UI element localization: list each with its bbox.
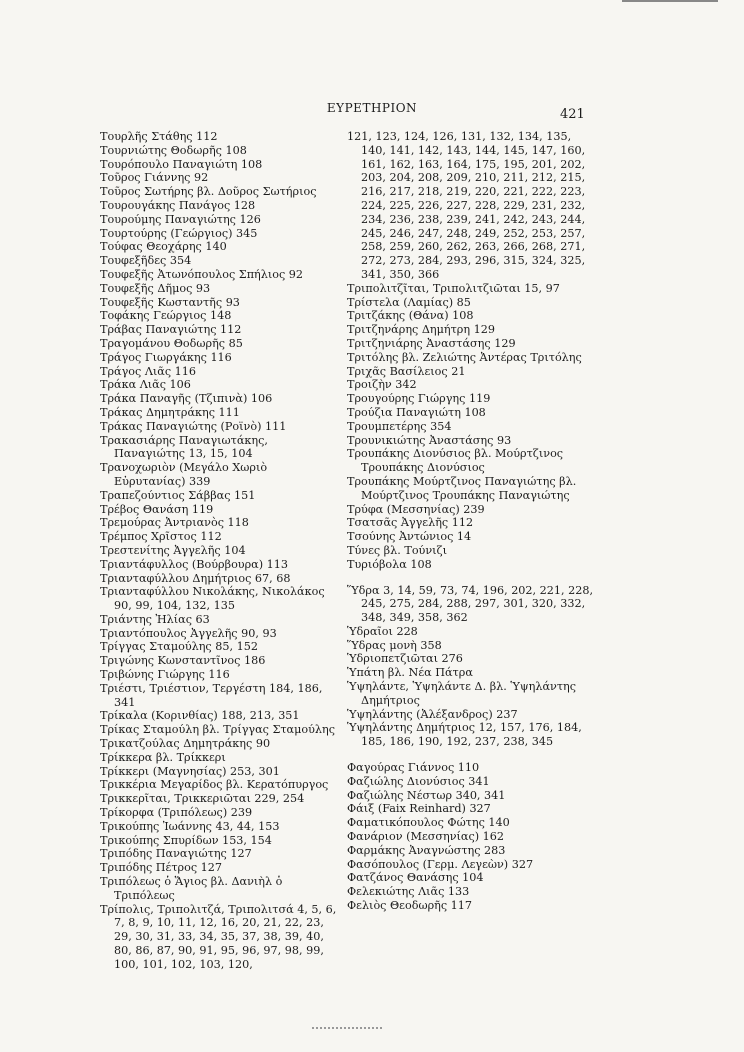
index-entry: Τριπόδης Παναγιώτης 127: [100, 847, 252, 861]
index-entry: Τριτόλης βλ. Ζελιώτης Ἀντέρας Τριτόλης: [347, 350, 582, 364]
index-entry: Τράκας Δημητράκης 111: [100, 405, 240, 419]
index-entry: Τριπόδης Πέτρος 127: [100, 861, 223, 875]
index-entry: Τράγος Γιωργάκης 116: [100, 350, 232, 364]
index-entry: Τριπόλεως ὁ Ἅγιος βλ. Δανιὴλ ὁ Τριπόλεως: [100, 875, 283, 902]
section-gap: [347, 749, 597, 761]
index-entry: Ὑψηλάντης Δημήτριος 12, 157, 176, 184, 185, 186, 190, 192, 237, 238, 345: [347, 721, 582, 749]
index-entry: Φάιξ (Faix Reinhard) 327: [347, 802, 491, 816]
index-entry: Φελιὸς Θεοδωρῆς 117: [347, 899, 473, 913]
index-entry: Τρουμπετέρης 354: [347, 419, 452, 433]
index-column-right: [347, 130, 597, 913]
index-entry: Τοῦρος Σωτήρης βλ. Δοῦρος Σωτήριος: [100, 185, 317, 199]
index-entry: Τουρόπουλο Παναγιώτη 108: [100, 157, 263, 171]
index-entry: Φαζιώλης Διονύσιος 341: [347, 774, 490, 788]
index-entry: Τριανταφύλλου Δημήτριος 67, 68: [100, 571, 291, 585]
index-entry: Τουρούμης Παναγιώτης 126: [100, 212, 261, 226]
index-entry: Τρικατζούλας Δημητράκης 90: [100, 737, 271, 751]
index-entry: Τριανταφύλλου Νικολάκης, Νικολάκος 90, 99, 104, 132, 135: [100, 585, 325, 613]
page-title: ΕΥΡΕΤΗΡΙΟΝ: [326, 101, 418, 115]
index-entry: Τυριόβολα 108: [347, 557, 432, 571]
index-entry: Τράκα Λιᾶς 106: [100, 378, 191, 392]
index-entry: Τρίκορφα (Τριπόλεως) 239: [100, 806, 253, 820]
index-entry: Τράβας Παναγιώτης 112: [100, 323, 242, 337]
index-entry: Τοφάκης Γεώργιος 148: [100, 309, 232, 323]
index-entry: Φασόπουλος (Γερμ. Λεγεὼν) 327: [347, 857, 534, 871]
scan-edge-mark: [622, 0, 718, 6]
index-entry: Τροιζὴν 342: [347, 378, 417, 392]
index-entry: Ὑψηλάντε, Ὑψηλάντε Δ. βλ. Ὑψηλάντης Δημήτριος: [347, 680, 576, 707]
index-entry: Φαζιώλης Νέστωρ 340, 341: [347, 788, 506, 802]
index-entry: Τούφας Θεοχάρης 140: [100, 240, 227, 254]
index-entry: Τουφεξῆς Ἀτωνόπουλος Σπήλιος 92: [100, 267, 304, 281]
index-entry: Τριτζάκης (Θάνα) 108: [347, 309, 474, 323]
index-entry: Τρέμπος Χρῖστος 112: [100, 530, 222, 544]
index-column-left: [100, 130, 338, 972]
index-entry: Τουρνιώτης Θοδωρῆς 108: [100, 143, 247, 157]
index-entry: Τρουπάκης Μούρτζινος Παναγιώτης βλ. Μούρτζινος Τρουπάκης Παναγιώτης: [347, 474, 577, 502]
index-entry: Τρίκκερα βλ. Τρίκκερι: [100, 750, 226, 764]
index-entry: Τριέστι, Τριέστιον, Τεργέστη 184, 186, 341: [100, 681, 323, 709]
index-entry: Τουρουγάκης Πανάγος 128: [100, 198, 256, 212]
section-gap: [347, 572, 597, 584]
index-entry: Τρίκαλα (Κορινθίας) 188, 213, 351: [100, 709, 300, 723]
index-entry: Τρίπολις, Τριπολιτζά, Τριπολιτσά 4, 5, 6, 7, 8, 9, 10, 11, 12, 16, 20, 21, 22, 23, 29, 30, 31, 33, 34, 35, 37, 38, 39, 40, 80, 86, 87, 90, 91, 95, 96, 97, 98, 99, 100, 101, 102, 103, 120,: [100, 902, 337, 971]
scan-bottom-mark: [312, 1027, 382, 1031]
index-entry: Τραγομάνου Θοδωρῆς 85: [100, 336, 243, 350]
index-entry: Τριτζηνιάρης Ἀναστάσης 129: [347, 336, 516, 350]
index-entry: Τοῦρος Γιάννης 92: [100, 171, 209, 185]
index-entry: Ὕδρας μονὴ 358: [347, 638, 442, 652]
index-entry: Ὑδραῖοι 228: [347, 624, 418, 638]
index-entry: Φαματικόπουλος Φώτης 140: [347, 816, 510, 830]
index-entry: Τρεστενίτης Ἀγγελῆς 104: [100, 543, 246, 557]
index-entry: Τρουνικιώτης Ἀναστάσης 93: [347, 433, 512, 447]
index-entry: Τριβώνης Γιώργης 116: [100, 668, 230, 682]
index-entry: Φανάριον (Μεσσηνίας) 162: [347, 830, 505, 844]
index-entry: Τουφεξῆς Δῆμος 93: [100, 281, 211, 295]
index-entry: Τρεμούρας Ἀντριανὸς 118: [100, 516, 249, 530]
index-entry: Τύνες βλ. Τούνιζι: [347, 543, 447, 557]
index-entry: Τρύφα (Μεσσηνίας) 239: [347, 502, 485, 516]
index-entry: Τρακασιάρης Παναγιωτάκης, Παναγιώτης 13, 15, 104: [100, 433, 268, 461]
index-entry: Φατζάνος Θανάσης 104: [347, 871, 484, 885]
index-entry: Τριαντάφυλλος (Βούρβουρα) 113: [100, 557, 289, 571]
index-entry: Τουφεξῆς Κωσταντῆς 93: [100, 295, 240, 309]
index-entry: Τριγώνης Κωνσταντῖνος 186: [100, 654, 266, 668]
index-entry: Τρίστελα (Λαμίας) 85: [347, 295, 471, 309]
page-number: 421: [560, 107, 585, 122]
index-entry: Φαγούρας Γιάννος 110: [347, 761, 480, 775]
index-entry: Τρικκέρια Μεγαρίδος βλ. Κερατόπυργος: [100, 778, 329, 792]
index-entry: Τουρτούρης (Γεώργιος) 345: [100, 226, 258, 240]
index-entry: Τουρλῆς Στάθης 112: [100, 130, 218, 143]
index-entry: Τουφεξῆδες 354: [100, 254, 192, 268]
index-entry: Ὑψηλάντης (Ἀλέξανδρος) 237: [347, 707, 518, 721]
index-entry: Ὕδρα 3, 14, 59, 73, 74, 196, 202, 221, 228, 245, 275, 284, 288, 297, 301, 320, 332, 348, 349, 358, 362: [347, 583, 594, 625]
index-entry: Φελεκιώτης Λιᾶς 133: [347, 885, 470, 899]
index-entry: Τριαντόπουλος Ἀγγελῆς 90, 93: [100, 626, 277, 640]
index-entry: Τρίκας Σταμούλη βλ. Τρίγγας Σταμούλης: [100, 723, 335, 737]
index-entry: Τράκας Παναγιώτης (Ροϊνὸ) 111: [100, 419, 287, 433]
index-entry: Τρανοχωριὸν (Μεγάλο Χωριὸ Εὐρυτανίας) 339: [100, 461, 268, 488]
index-entry: Τσατσᾶς Ἀγγελῆς 112: [347, 516, 474, 530]
index-entry: Ὑδριοπετζιῶται 276: [347, 652, 463, 666]
index-entry: Τράγος Λιᾶς 116: [100, 364, 197, 378]
index-entry: Φαρμάκης Ἀναγνώστης 283: [347, 843, 506, 857]
index-entry: Τρουγούρης Γιώργης 119: [347, 392, 491, 406]
index-entry: Τριτζηνάρης Δημήτρη 129: [347, 323, 495, 337]
index-entry: Τριχᾶς Βασίλειος 21: [347, 364, 466, 378]
index-entry: Τρικούπης Ἰωάννης 43, 44, 153: [100, 819, 280, 833]
index-entry: Τσούνης Ἀντώνιος 14: [347, 530, 472, 544]
index-entry: 121, 123, 124, 126, 131, 132, 134, 135, 140, 141, 142, 143, 144, 145, 147, 160, 161, 162, 163, 164, 175, 195, 201, 202, 203, 204, 208, 209, 210, 211, 212, 215, 216, 217, 218, 219, 220, 221, 222, 223, 224, 225, 226, 227, 228, 229, 231, 232, 234, 236, 238, 239, 241, 242, 243, 244, 245, 246, 247, 248, 249, 252, 253, 257, 258, 259, 260, 262, 263, 266, 268, 271, 272, 273, 284, 293, 296, 315, 324, 325, 341, 350, 366: [347, 130, 586, 281]
index-entry: Τριάντης Ἠλίας 63: [100, 612, 210, 626]
index-entry: Τρικκερῖται, Τρικκεριῶται 229, 254: [100, 792, 305, 806]
index-entry: Τρίκκερι (Μαγνησίας) 253, 301: [100, 764, 280, 778]
index-entry: Τρουπάκης Διονύσιος βλ. Μούρτζινος Τρουπάκης Διονύσιος: [347, 447, 564, 475]
index-entry: Τρίγγας Σταμούλης 85, 152: [100, 640, 258, 654]
index-entry: Τριπολιτζῖται, Τριπολιτζιῶται 15, 97: [347, 281, 560, 295]
index-entry: Τραπεζούντιος Σάββας 151: [100, 488, 256, 502]
index-entry: Τρέβος Θανάση 119: [100, 502, 214, 516]
index-entry: Τρούζια Παναγιώτη 108: [347, 405, 486, 419]
index-entry: Ὑπάτη βλ. Νέα Πάτρα: [347, 666, 473, 680]
index-entry: Τρικούπης Σπυρίδων 153, 154: [100, 833, 272, 847]
index-entry: Τράκα Παναγῆς (Τζιπινὰ) 106: [100, 392, 273, 406]
